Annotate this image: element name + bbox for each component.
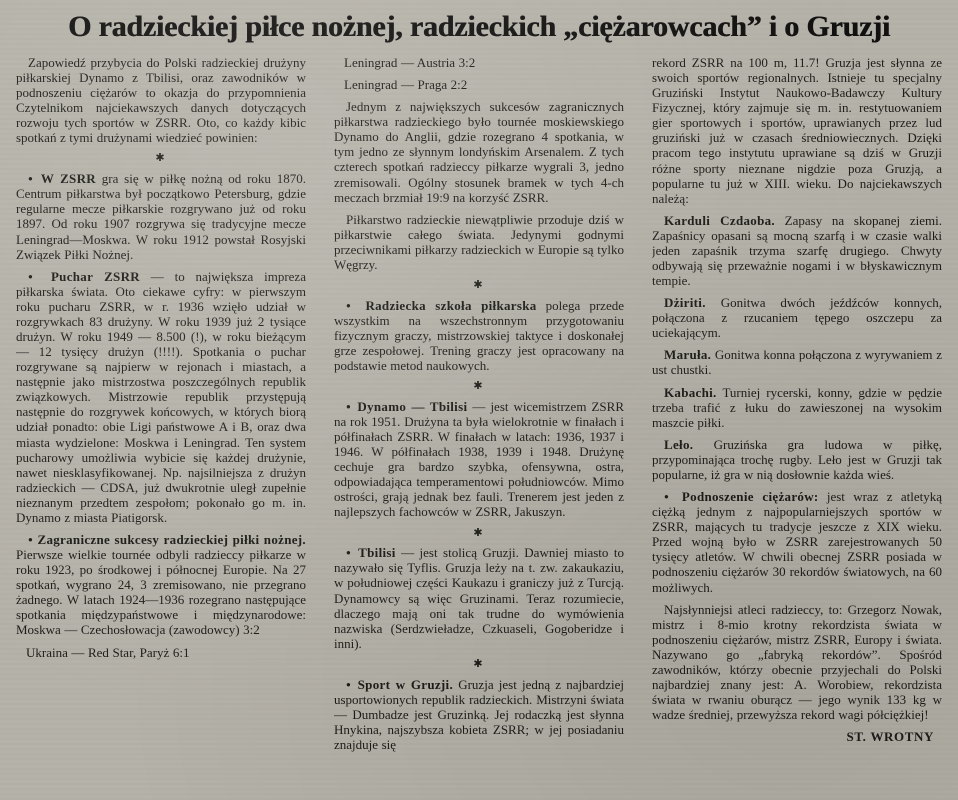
article-column-1 (16, 55, 306, 779)
article-column-3 (652, 55, 942, 779)
match-score-line: Ukraina — Red Star, Paryż 6:1 (26, 644, 190, 660)
article-body (16, 55, 942, 779)
article-paragraph: Najsłynniejsi atleci radzieccy, to: Grzegorz Nowak, mistrz i 8-mio krotny rekordzista świata w podnoszeniu ciężarów, mistrz ZSRR, Europy i świata. Nazywano go „fabryką rekordów”. Spośród zawodników, którzy obecnie przyjechali do Polski najbardziej znany jest: A. Worobiew, rekordzista świata w rwaniu oburącz — jego wynik 133 kg w wadze średniej, przewyższa rekord wagi półciężkiej! (652, 601, 942, 723)
article-paragraph: Maruła. Gonitwa konna połączona z wyrywaniem z ust chustki. (652, 347, 942, 378)
paragraph-lead: Kabachi. (664, 384, 717, 400)
bullet-icon: ● (346, 548, 353, 558)
article-paragraph: Kabachi. Turniej rycerski, konny, gdzie w pędzie trzeba trafić z łuku do zawieszonej na wysokim maszcie piłki. (652, 384, 942, 430)
paragraph-lead: Dynamo — Tbilisi (357, 398, 468, 414)
bullet-icon: ● (28, 271, 41, 281)
section-separator: ✱ (473, 657, 485, 670)
bullet-icon: ● (346, 679, 353, 689)
article-paragraph: Zapowiedź przybycia do Polski radzieckiej drużyny piłkarskiej Dynamo z Tbilisi, oraz zawodników w podnoszeniu ciężarów to okazja do przypomnienia Czytelnikom najciekawszych danych dotyczących rozwoju tych sportów w ZSRR. Oto, co każdy kibic spotkań z tymi drużynami wiedzieć powinien: (16, 55, 306, 146)
article-paragraph: ● Sport w Gruzji. Gruzja jest jedną z najbardziej usportowionych republik radzieckich. Mistrzyni świata — Dumbadze jest Gruzinką. Jej rodaczką jest słynna Hnykina, najszybsza kobieta ZSRR; w jej posiadaniu znajduje się (334, 676, 624, 752)
section-separator: ✱ (473, 526, 485, 539)
paragraph-lead: W ZSRR (40, 171, 96, 187)
article-paragraph: Jednym z największych sukcesów zagranicznych piłkarstwa radzieckiego było tournée moskiewskiego Dynamo do Anglii, gdzie rozegrano 4 spotkania, w tym jedno ze słynnym londyńskim Arsenalem. Z tych czterech spotkań radzieccy piłkarze wygrali 3, jedno zremisowali. Ogólny stosunek bramek w tych 4-ch meczach brzmiał 19:9 na korzyść ZSRR. (334, 99, 624, 205)
paragraph-lead: Puchar ZSRR (50, 268, 140, 284)
paragraph-lead: Radziecka szkoła piłkarska (365, 297, 537, 313)
paragraph-lead: Dżiriti. (664, 295, 706, 311)
paragraph-lead: Podnoszenie ciężarów: (681, 489, 819, 505)
article-paragraph: ● W ZSRR gra się w piłkę nożną od roku 1870. Centrum piłkarstwa był początkowo Petersburg, gdzie regularne mecze piłkarskie rozgrywano już od roku 1897. Od roku 1907 rozgrywa się tradycyjne mecze Leningrad—Moskwa. W roku 1912 powstał Rosyjski Związek Piłki Nożnej. (16, 171, 306, 262)
paragraph-lead: Karduli Czdaoba. (664, 212, 775, 228)
article-paragraph: ● Radziecka szkoła piłkarska polega przede wszystkim na wszechstronnym przygotowaniu fizycznym graczy, mistrzowskiej taktyce i doskonałej grze zespołowej. Trening graczy jest opracowany na podstawie metod naukowych. (334, 297, 624, 374)
paragraph-lead: Zagraniczne sukcesy radzieckiej piłki nożnej. (37, 532, 306, 548)
section-separator: ✱ (473, 380, 485, 393)
article-paragraph: ● Tbilisi — jest stolicą Gruzji. Dawniej miasto to nazywało się Tyflis. Gruzja leży na t. zw. zakaukaziu, w południowej części Kaukazu i graniczy już z Turcją. Dynamowcy są więc Gruzinami. Teraz rozumiecie, dlaczego mają oni tak trudne do wymówienia nazwiska (Serdzwieładze, Czkuaseli, Gogoberidze i inni). (334, 545, 624, 651)
bullet-icon: ● (28, 535, 34, 545)
bullet-icon: ● (346, 300, 357, 310)
bullet-icon: ● (28, 174, 36, 184)
article-headline: O radzieckiej piłce nożnej, radzieckich „ciężarowcach” i o Gruzji (67, 10, 891, 43)
paragraph-lead: Leło. (664, 436, 694, 452)
article-paragraph: Karduli Czdaoba. Zapasy na skopanej ziemi. Zapaśnicy opasani są mocną szarfą i w czasie walki jeden zapaśnik trzyma szarfę drugiego. Chwyty odbywają się przeważnie nogami i w błyskawicznym tempie. (652, 212, 942, 289)
article-paragraph: ● Puchar ZSRR — to największa impreza piłkarska świata. Oto ciekawe cyfry: w pierwszym roku pucharu ZSRR, w r. 1936 wzięło udział w rozgrywkach 83 drużyny. W roku 1939 już 2 tysiące drużyn. W roku 1949 — 8.500 (!), w roku bieżącym — 12 tysięcy drużyn (!!!!). Spotkania o puchar rozgrywane są najpierw w rejonach i miastach, a następnie jako mistrzostwa poszczególnych republik związkowych. Mistrzowie republik przystępują następnie do rozgrywek końcowych, w których biorą udział ponadto: obie Ligi państwowe A i B, oraz dwa miasta wydzielone: Moskwa i Leningrad. Ten system pucharowy umożliwia wybicie się każdej drużynie, nawet niesklasyfikowanej. Np. najsilniejsza z drużyn radzieckich — CDSA, już dwukrotnie uległ zupełnie nieznanym przedtem zespołom; pokonało go m. in. Dynamo z miasta Piatigorsk. (16, 268, 306, 525)
bullet-icon: ● (346, 401, 353, 411)
author-signature: ST. WROTNY (846, 729, 934, 745)
article-paragraph: Piłkarstwo radzieckie niewątpliwie przoduje dziś w piłkarstwie całego świata. Jedynymi godnymi przeciwnikami piłkarzy radzieckich w Europie są tylko Węgrzy. (334, 211, 624, 272)
article-paragraph: ● Dynamo — Tbilisi — jest wicemistrzem ZSRR na rok 1951. Drużyna ta była wielokrotnie w finałach i półfinałach ZSRR. W finałach w latach: 1936, 1937 i 1946. W półfinałach 1938, 1939 i 1948. Drużynę cechuje gra bardzo szybka, ofensywna, ostra, odpowiadająca temperamentowi południowców. Mimo ostrości, grają jednak bez fauli. Trenerem jest jeden z najlepszych fachowców w ZSRR, Jakuszyn. (334, 398, 624, 520)
match-score-line: Leningrad — Austria 3:2 (344, 55, 476, 70)
article-paragraph: ● Zagraniczne sukcesy radzieckiej piłki nożnej. Pierwsze wielkie tournée odbyli radzieccy piłkarze w roku 1923, po środkowej i północnej Europie. Na 27 spotkań, wygrano 24, 3 zremisowano, nie przegrano żadnego. W latach 1924—1936 rozegrano następujące spotkania międzypaństwowe i międzynarodowe: Moskwa — Czechosłowacja (zawodowcy) 3:2 (16, 532, 306, 638)
section-separator: ✱ (473, 279, 485, 292)
article-paragraph: ● Podnoszenie ciężarów: jest wraz z atletyką ciężką jednym z najpopularniejszych sportów w ZSRR, mających tu tradycje jeszcze z XIX wieku. Przed wojną było w ZSRR zarejestrowanych 50 tysięcy atletów. W chwili obecnej ZSRR posiada w podnoszeniu ciężarów 30 rekordów światowych, na 60 możliwych. (652, 489, 942, 595)
article-paragraph: Dżiriti. Gonitwa dwóch jeźdźców konnych, połączona z rzucaniem tępego oszczepu za uciekającym. (652, 295, 942, 341)
paragraph-lead: Maruła. (664, 347, 712, 363)
article-paragraph: rekord ZSRR na 100 m, 11.7! Gruzja jest słynna ze swoich sportów regionalnych. Istnieje tu specjalny Gruziński Instytut Naukowo-Badawczy Kultury Fizycznej, który zajmuje się m. in. restytuowaniem gier sportowych i sportów, uprawianych przez lud gruziński już w czasach średniowiecznych. Dzięki pracom tego instytutu uprawiane są dziś w Gruzji różne sporty nieznane nigdzie poza Gruzją, a popularne tu już w XIII. wieku. Do najciekawszych należą: (652, 55, 942, 206)
match-score-line: Leningrad — Praga 2:2 (344, 77, 468, 93)
paragraph-lead: Sport w Gruzji. (357, 676, 454, 692)
section-separator: ✱ (155, 152, 167, 165)
bullet-icon: ● (664, 492, 674, 502)
article-column-2 (334, 55, 624, 779)
article-paragraph: Leło. Gruzińska gra ludowa w piłkę, przypominająca trochę rugby. Leło jest w Gruzji tak popularne, iż gra w nią dosłownie każda wieś. (652, 436, 942, 482)
paragraph-lead: Tbilisi (358, 545, 396, 561)
